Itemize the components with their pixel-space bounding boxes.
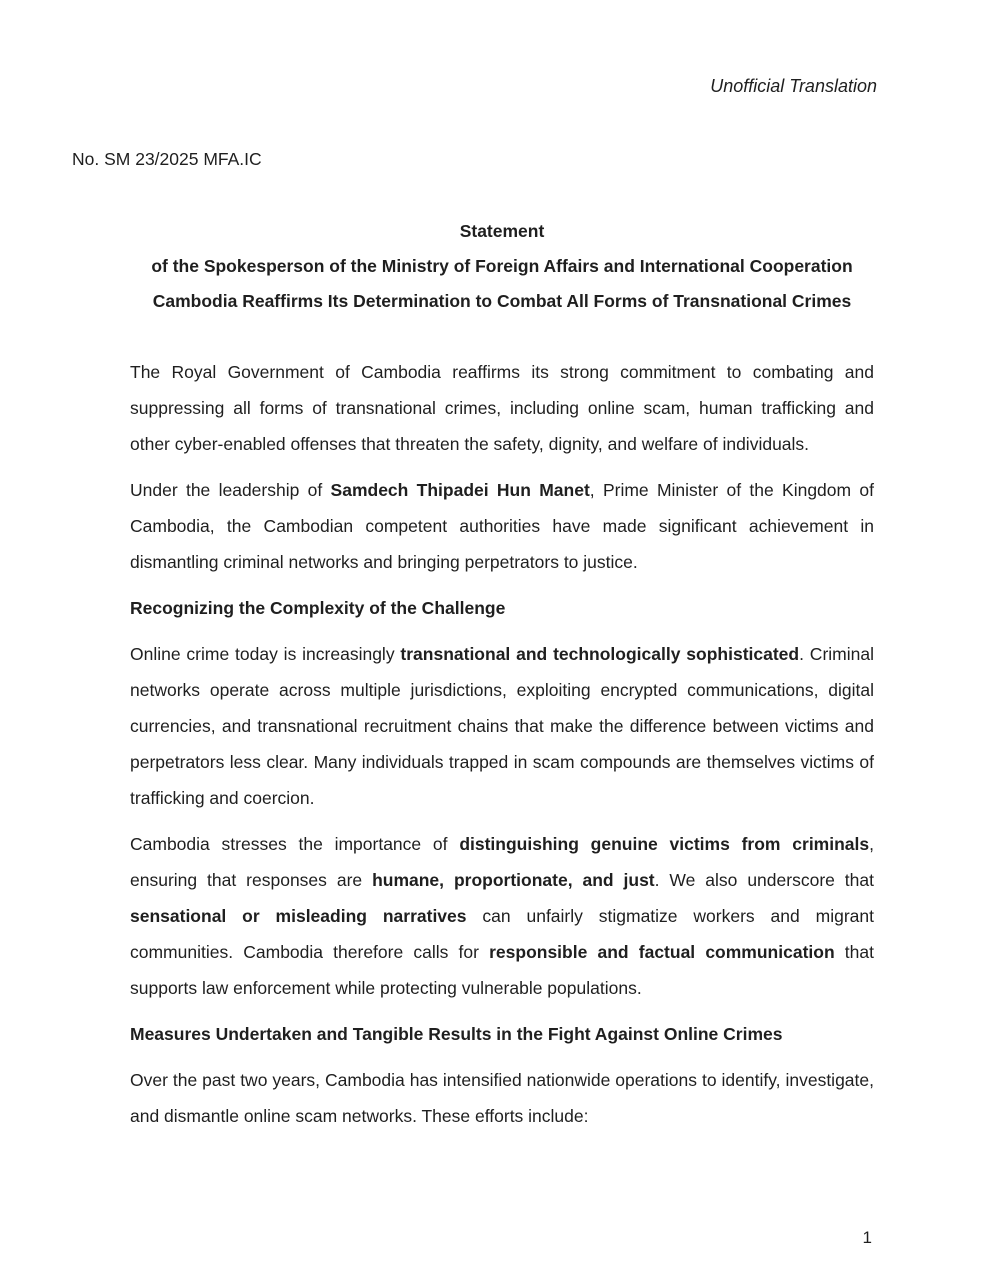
- text-run: The Royal Government of Cambodia reaffirms its strong commitment to combating and suppressing all forms of transnational crimes, including online scam, human trafficking and other cyber-enabled offenses that threaten the safety, dignity, and welfare of individuals.: [130, 362, 874, 454]
- text-run: Over the past two years, Cambodia has intensified nationwide operations to identify, investigate, and dismantle online scam networks. These efforts include:: [130, 1070, 874, 1126]
- body-paragraph: [130, 472, 874, 580]
- emphasized-text: sensational or misleading narratives: [130, 906, 467, 926]
- title-line-spokesperson: of the Spokesperson of the Ministry of Foreign Affairs and International Cooperation: [151, 256, 853, 276]
- body-paragraph: [130, 1062, 874, 1134]
- emphasized-text: transnational and technologically sophisticated: [400, 644, 800, 664]
- text-run: Cambodia stresses the importance of: [130, 834, 460, 854]
- text-run: can unfairly stigmatize workers and migrant communities. Cambodia therefore calls for: [130, 906, 874, 962]
- title-line-statement: Statement: [459, 221, 545, 241]
- section-heading: Measures Undertaken and Tangible Results in the Fight Against Online Crimes: [130, 1024, 783, 1044]
- title-line-subject: Cambodia Reaffirms Its Determination to Combat All Forms of Transnational Crimes: [152, 291, 852, 311]
- document-title-block: [130, 214, 874, 319]
- emphasized-text: distinguishing genuine victims from criminals: [459, 834, 870, 854]
- emphasized-text: humane, proportionate, and just: [372, 870, 655, 890]
- section-heading: Recognizing the Complexity of the Challenge: [130, 598, 506, 618]
- document-number: No. SM 23/2025 MFA.IC: [72, 149, 262, 169]
- text-run: , Prime Minister of the Kingdom of Cambodia, the Cambodian competent authorities have made significant achievement in dismantling criminal networks and bringing perpetrators to justice.: [130, 480, 874, 572]
- text-run: , ensuring that responses are: [130, 834, 874, 890]
- translation-note: Unofficial Translation: [710, 76, 877, 96]
- text-run: that supports law enforcement while protecting vulnerable populations.: [130, 942, 874, 998]
- text-run: . Criminal networks operate across multiple jurisdictions, exploiting encrypted communications, digital currencies, and transnational recruitment chains that make the difference between victims and perpetrators less clear. Many individuals trapped in scam compounds are themselves victims of trafficking and coercion.: [130, 644, 874, 808]
- body-paragraph: [130, 826, 874, 1006]
- body-paragraph: [130, 354, 874, 462]
- document-body: [130, 354, 874, 1144]
- text-run: Under the leadership of: [130, 480, 331, 500]
- text-run: Online crime today is increasingly: [130, 644, 401, 664]
- emphasized-text: responsible and factual communication: [489, 942, 835, 962]
- body-paragraph: [130, 636, 874, 816]
- text-run: . We also underscore that: [654, 870, 874, 890]
- emphasized-text: Samdech Thipadei Hun Manet: [330, 480, 590, 500]
- page-number: 1: [862, 1228, 872, 1247]
